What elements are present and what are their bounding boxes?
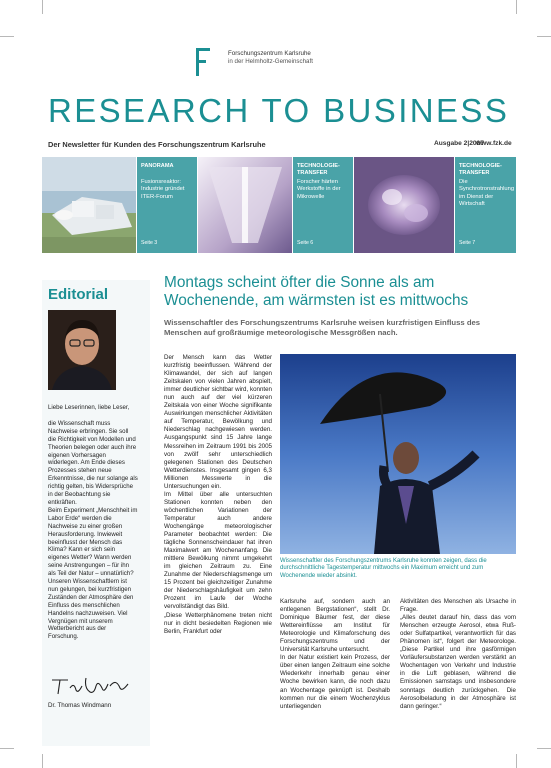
newsletter-page [42, 36, 516, 748]
editorial-salutation: Liebe Leserinnen, liebe Leser, [48, 404, 130, 411]
article-paragraph: „Diese Wetterphänomene treten nicht nur in dicht besiedelten Regionen wie Berlin, Frankfurt oder [164, 611, 272, 635]
article-column-2 [280, 598, 390, 711]
teaser-page: Seite 7 [459, 240, 476, 246]
synchrotron-image [354, 157, 454, 253]
crop-mark [516, 0, 517, 14]
article-paragraph: Aktivitäten des Menschen als Ursache in Frage. [400, 598, 516, 614]
article-column-3 [400, 598, 516, 711]
editorial-heading: Editorial [48, 286, 109, 303]
crop-mark [516, 754, 517, 768]
photo-caption: Wissenschaftler des Forschungszentrums Karlsruhe konnten zeigen, dass die durchschnittliche Tagestemperatur mittwochs ein Maximum erreicht und zum Wochenende wieder absinkt. [280, 558, 487, 579]
author-signature [50, 674, 130, 698]
teaser-strip [42, 157, 516, 253]
article-lead: Wissenschaftler des Forschungszentrums Karlsruhe weisen kurzfristigen Einfluss des Menschen auf großräumige meteorologische Messgrößen nach. [164, 318, 481, 337]
teaser-kicker: TECHNOLOGIE-TRANSFER [459, 163, 502, 176]
fzk-logo-icon [194, 48, 212, 76]
article-headline: Montags scheint öfter die Sonne als am Wochenende, am wärmsten ist es mittwochs [164, 274, 469, 309]
website-link[interactable]: www.fzk.de [476, 140, 512, 147]
issue-number: Ausgabe 2|2007 [434, 140, 484, 147]
crop-mark [0, 36, 14, 37]
crop-mark [42, 0, 43, 14]
article-column-1 [164, 354, 272, 636]
microwave-image [198, 157, 292, 253]
org-name: Forschungszentrum Karlsruhe [228, 50, 311, 57]
teaser-text: Forscher härten Werkstoffe in der Mikrowelle [297, 179, 341, 200]
crop-mark [42, 754, 43, 768]
fusion-reactor-image [42, 157, 136, 253]
teaser-text: Fusionsreaktor: Industrie gründet ITER-Forum [141, 179, 185, 200]
article-paragraph: Im Mittel über alle untersuchten Stationen konnten neben den wöchentlichen Variationen der Temperatur auch andere Wochengänge meteorologischer Parameter beobachtet werden: Die tägliche Sonnenscheindauer hat ihren Maximalwert am Wochenanfang. Die mittlere Bewölkung nimmt umgekehrt im gleichen Zeitraum zu. Eine Zunahme der Niederschlagsmenge um 15 Prozent bei gleichzeitiger Zunahme der Niederschlagshäufigkeit um zehn Prozent im Laufe der Woche vervollständigt das Bild. [164, 490, 272, 611]
teaser-text: Die Synchrotronstrahlung im Dienst der Wirtschaft [459, 179, 515, 208]
umbrella-photo [280, 354, 516, 554]
article-paragraph: Der Mensch kann das Wetter kurzfristig beeinflussen. Während der Klimawandel, der sich auf langen Zeitskalen von vielen Jahren abspielt, immer deutlicher sichtbar wird, konnten nun auch auf der viel kürzeren Zeitskala von einer Woche signifikante Auswirkungen menschlicher Aktivitäten auf Temperatur, Bewölkung und Niederschlag nachgewiesen werden. Ausgangspunkt sind 15 Jahre lange Messreihen im Zeitraum 1991 bis 2005 von zwölf sehr unterschiedlich gelegenen Stationen des Deutschen Wetterdienstes. Insgesamt gingen 6,3 Millionen Messwerte in die Untersuchungen ein. [164, 354, 272, 490]
crop-mark [0, 748, 14, 749]
teaser-page: Seite 3 [141, 240, 158, 246]
article-paragraph: „Alles deutet darauf hin, dass das vom Menschen erzeugte Aerosol, etwa Ruß- oder Sulfatpartikel, verantwortlich für das Phänomen ist“, folgert der Meteorologe. „Diese Partikel und ihre gasförmigen Vorläufersubstanzen werden verstärkt an Wochentagen von Verkehr und Industrie in die Luft geblasen, während die Emissionen samstags und insbesondere sonntags deutlich zurückgehen. Die Aerosolbeladung in der Atmosphäre ist dann geringer.“ [400, 614, 516, 710]
article-paragraph: In der Natur existiert kein Prozess, der über einen langen Zeitraum eine solche Wiederkehr innerhalb genau einer Woche bewirken kann, die noch dazu an Wochentage geknüpft ist. Deshalb kommen nur die einem Wochenzyklus unterliegenden [280, 654, 390, 710]
teaser-synchrotron[interactable] [455, 157, 516, 253]
editorial-paragraph: Beim Experiment „Menschheit im Labor Erde“ werden die Nachweise zu einer großen Herausforderung. Inwieweit beeinflusst der Mensch das Klima? Kann er sich sein eigenes Wetter? Wann werden seine Anstrengungen – für ihn als Teil der Natur – unnatürlich? [48, 506, 138, 578]
teaser-page: Seite 6 [297, 240, 314, 246]
article-paragraph: Karlsruhe auf, sondern auch an entlegenen Bergstationen“, stellt Dr. Dominique Bäumer fest, der diese Wettereinflüsse am Institut für Meteorologie und Klimaforschung des Forschungszentrums und der Universität Karlsruhe untersucht. [280, 598, 390, 654]
editorial-author: Dr. Thomas Windmann [48, 702, 112, 709]
crop-mark [537, 36, 551, 37]
teaser-microwave[interactable] [293, 157, 353, 253]
editorial-paragraph: die Wissenschaft muss Nachweise erbringen. Sie soll die Richtigkeit von Modellen und Theorien belegen oder auch ihre eigenen Vorhersagen widerlegen. Am Ende dieses Prozesses stehen neue Erkenntnisse, die nur solange als richtig gelten, bis Widersprüche in der Beobachtung sie entkräften. [48, 419, 138, 506]
author-portrait [48, 310, 116, 390]
org-affiliation: in der Helmholtz-Gemeinschaft [228, 58, 313, 65]
editorial-paragraph: Unseren Wissenschaftlern ist nun gelungen, bei kurzfristigen Zuständen der Atmosphäre den Einfluss des menschlichen Handelns nachzuweisen. Viel Vergnügen mit unserem Wetterbericht aus der Forschung. [48, 578, 134, 641]
teaser-panorama[interactable] [137, 157, 197, 253]
teaser-kicker: PANORAMA [141, 163, 174, 169]
newsletter-subtitle: Der Newsletter für Kunden des Forschungszentrum Karlsruhe [48, 140, 266, 149]
editorial-body [48, 404, 138, 641]
newsletter-title: RESEARCH TO BUSINESS [48, 92, 510, 129]
teaser-kicker: TECHNOLOGIE-TRANSFER [297, 163, 340, 176]
crop-mark [537, 748, 551, 749]
